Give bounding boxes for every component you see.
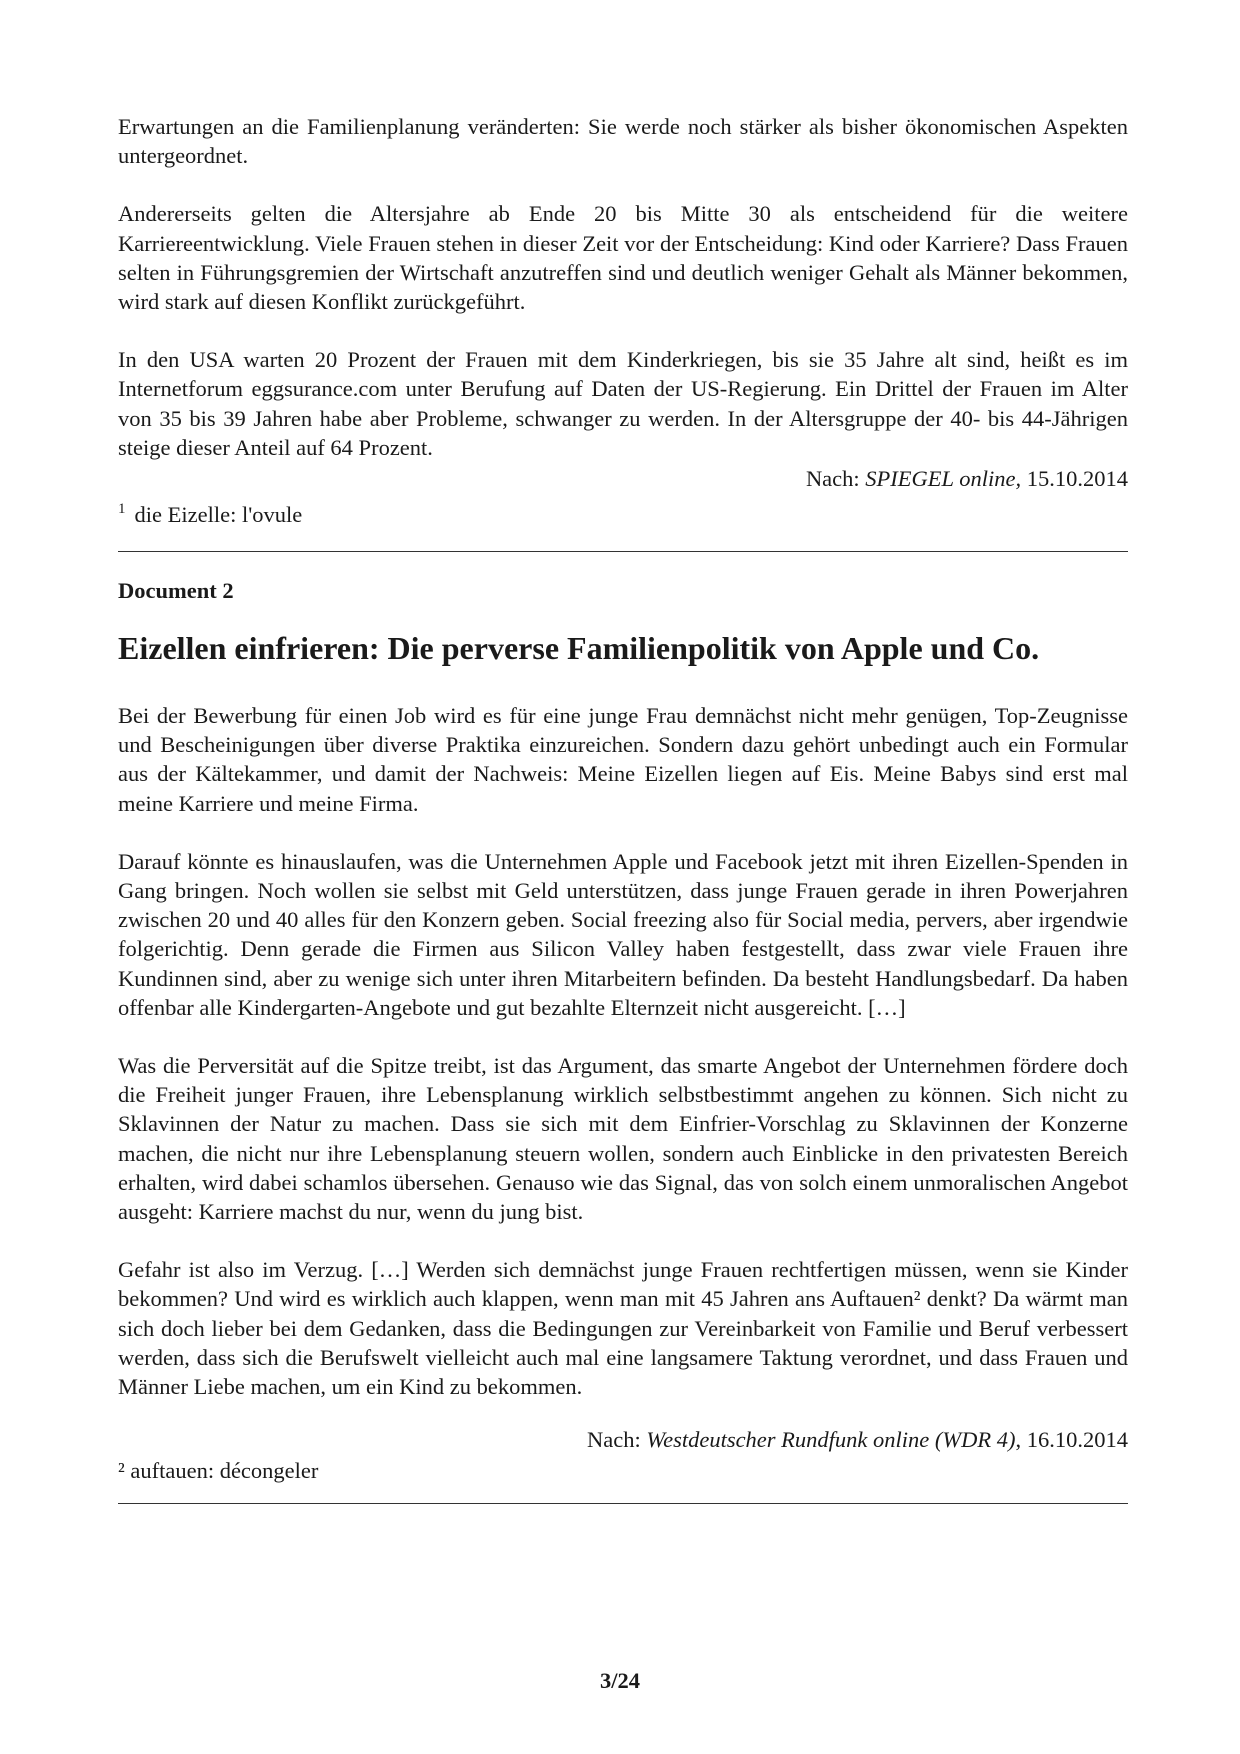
document-2-section [118, 576, 1128, 1485]
doc1-source-date: 15.10.2014 [1021, 466, 1128, 492]
article-headline: Eizellen einfrieren: Die perverse Familienpolitik von Apple und Co. [118, 630, 1040, 667]
document-1-section [118, 112, 1128, 529]
doc1-paragraph-3: In den USA warten 20 Prozent der Frauen mit dem Kinderkriegen, bis sie 35 Jahre alt sind, heißt es im Internetforum eggsurance.com unter Berufung auf Daten der US-Regierung. Ein Drittel der Frauen im Alter von 35 bis 39 Jahren habe aber Probleme, schwanger zu werden. In der Altersgruppe der 40- bis 44-Jährigen steige dieser Anteil auf 64 Prozent. [118, 347, 1128, 460]
doc2-source-citation [118, 1425, 1128, 1454]
doc2-paragraph-4: Gefahr ist also im Verzug. […] Werden sich demnächst junge Frauen rechtfertigen müssen, wenn sie Kinder bekommen? Und wird es wirklich auch klappen, wenn man mit 45 Jahren ans Auftauen² denkt? Da wärmt man sich doch lieber bei dem Gedanken, dass die Bedingungen zur Vereinbarkeit von Familie und Beruf verbessert werden, dass sich die Berufswelt vielleicht auch mal eine langsamere Taktung verordnet, und dass Frauen und Männer Liebe machen, um ein Kind zu bekommen. [118, 1257, 1128, 1400]
page-number: 3/24 [599, 1668, 640, 1693]
footnote-text: die Eizelle: l'ovule [134, 502, 303, 528]
doc2-paragraph-3: Was die Perversität auf die Spitze treibt, ist das Argument, das smarte Angebot der Unternehmen fördere doch die Freiheit junger Frauen, ihre Lebensplanung wirklich selbstbestimmt angehen zu können. Sich nicht zu Sklavinnen der Natur zu machen. Dass sie sich mit dem Einfrier-Vorschlag zu Sklavinnen der Konzerne machen, die nicht nur ihre Lebensplanung steuern wollen, sondern auch Einblicke in den privatesten Bereich erhalten, wird dabei schamlos übersehen. Genauso wie das Signal, das von solch einem unmoralischen Angebot ausgeht: Karriere machst du nur, wenn du jung bist. [118, 1053, 1128, 1225]
doc2-footnote: ² auftauen: décongeler [118, 1458, 319, 1484]
doc1-source-publication: SPIEGEL online, [865, 466, 1022, 492]
doc1-source-citation [118, 464, 1128, 493]
doc1-paragraph-1: Erwartungen an die Familienplanung veränderten: Sie werde noch stärker als bisher ökonomischen Aspekten untergeordnet. [118, 114, 1128, 169]
page-content [118, 112, 1128, 1504]
doc1-paragraph-2: Andererseits gelten die Altersjahre ab Ende 20 bis Mitte 30 als entscheidend für die weitere Karriereentwicklung. Viele Frauen stehen in dieser Zeit vor der Entscheidung: Kind oder Karriere? Dass Frauen selten in Führungsgremien der Wirtschaft anzutreffen sind und deutlich weniger Gehalt als Männer bekommen, wird stark auf diesen Konflikt zurückgeführt. [118, 201, 1128, 315]
doc2-source-prefix: Nach: [587, 1427, 647, 1453]
doc2-paragraph-1: Bei der Bewerbung für einen Job wird es für eine junge Frau demnächst nicht mehr genügen, Top-Zeugnisse und Bescheinigungen über diverse Praktika einzureichen. Sondern dazu gehört unbedingt auch ein Formular aus der Kältekammer, und damit der Nachweis: Meine Eizellen liegen auf Eis. Meine Babys sind erst mal meine Karriere und meine Firma. [118, 703, 1128, 816]
bottom-divider [118, 1503, 1128, 1504]
doc2-paragraph-2: Darauf könnte es hinauslaufen, was die Unternehmen Apple und Facebook jetzt mit ihren Eizellen-Spenden in Gang bringen. Noch wollen sie selbst mit Geld unterstützen, dass junge Frauen gerade in ihren Powerjahren zwischen 20 und 40 alles für den Konzern geben. Social freezing also für Social media, pervers, aber irgendwie folgerichtig. Denn gerade die Firmen aus Silicon Valley haben festgestellt, dass zwar viele Frauen ihre Kundinnen sind, aber zu wenige sich unter ihren Mitarbeitern befinden. Da besteht Handlungsbedarf. Da haben offenbar alle Kindergarten-Angebote und gut bezahlte Elternzeit nicht ausgereicht. […] [118, 848, 1128, 1020]
doc2-source-publication: Westdeutscher Rundfunk online (WDR 4) [646, 1427, 1016, 1453]
doc1-footnote [118, 495, 1128, 529]
doc1-source-prefix: Nach: [805, 466, 866, 492]
doc2-source-date: , 16.10.2014 [1015, 1427, 1128, 1453]
footnote-marker: 1 [118, 501, 126, 518]
document-label: Document 2 [118, 578, 234, 604]
